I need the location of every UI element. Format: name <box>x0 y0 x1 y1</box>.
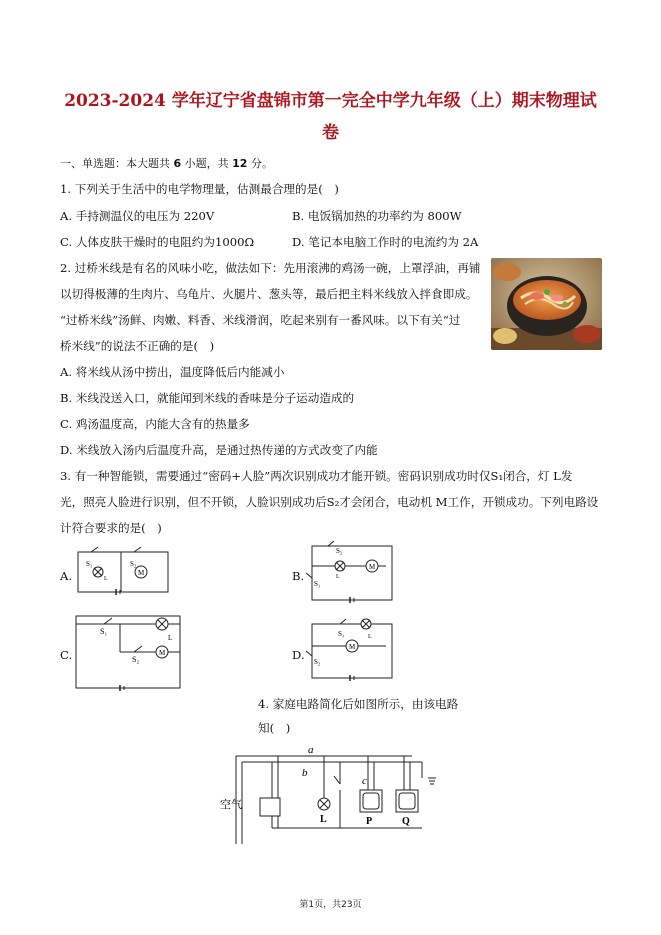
label-s2: S₂ <box>132 655 140 664</box>
label-s2: S₂ <box>130 560 137 568</box>
label-m: M <box>369 563 376 571</box>
question-2-option-a: A. 将米线从汤中捞出，温度降低后内能减小 <box>60 365 285 379</box>
label-s1: S₁ <box>100 627 108 636</box>
question-1-option-a: A. 手持测温仪的电压为 220V <box>60 209 215 223</box>
question-4-line-1: 4. 家庭电路简化后如图所示，由该电路 <box>258 697 459 711</box>
home-circuit-diagram <box>216 744 448 844</box>
label-m: M <box>159 649 166 657</box>
noodle-soup-photo <box>491 258 602 350</box>
breaker-label: 空气 <box>220 799 242 811</box>
exam-title-line-1: 2023-2024 学年辽宁省盘锦市第一完全中学九年级（上）期末物理试 <box>64 91 597 111</box>
circuit-diagram-d <box>306 618 398 682</box>
label-s1: S₁ <box>86 560 93 568</box>
question-3-option-c: C. <box>60 648 73 662</box>
label-m: M <box>138 569 145 577</box>
label-l: L <box>368 634 372 640</box>
socket-p-label: P <box>366 816 373 827</box>
socket-q-label: Q <box>402 816 410 827</box>
label-l: L <box>104 576 108 582</box>
question-4-line-2: 知( ) <box>258 721 291 735</box>
question-1-option-d: D. 笔记本电脑工作时的电流约为 2A <box>292 235 479 249</box>
label-s1: S₁ <box>338 630 345 638</box>
label-l: L <box>168 634 173 642</box>
question-3-option-a: A. <box>60 569 73 583</box>
label-s2: S₂ <box>336 547 343 555</box>
exam-title-line-2: 卷 <box>322 123 339 143</box>
page-footer: 第1页，共23页 <box>299 900 362 910</box>
question-2-line-4: 桥米线”的说法不正确的是( ) <box>60 339 215 353</box>
question-2-option-c: C. 鸡汤温度高，内能大含有的热量多 <box>60 417 250 431</box>
label-m: M <box>349 643 356 651</box>
label-s2: S₂ <box>314 658 321 666</box>
lamp-label: L <box>320 814 327 825</box>
node-b-label: b <box>302 767 308 779</box>
node-c-label: c <box>362 775 367 787</box>
node-a-label: a <box>308 744 314 756</box>
question-2-line-2: 以切得极薄的生肉片、乌龟片、火腿片、葱头等，最后把主料米线放入拌食即成。 <box>60 287 478 301</box>
question-3-option-b: B. <box>292 569 305 583</box>
circuit-diagram-a <box>76 544 172 600</box>
label-l: L <box>336 574 340 580</box>
question-3-line-1: 3. 有一种智能锁，需要通过“密码+人脸”两次识别成功才能开锁。密码识别成功时仅S₁闭合，灯 L发 <box>60 469 573 483</box>
question-2-line-1: 2. 过桥米线是有名的风味小吃，做法如下：先用滚沸的鸡汤一碗，上罩浮油，再铺 <box>60 261 481 275</box>
section-heading: 一、单选题：本大题共 6 小题，共 12 分。 <box>60 157 273 170</box>
question-3-line-3: 计符合要求的是( ) <box>60 521 162 535</box>
question-2-option-d: D. 米线放入汤内后温度升高，是通过热传递的方式改变了内能 <box>60 443 378 457</box>
label-s1: S₁ <box>314 580 321 588</box>
question-1-stem: 1. 下列关于生活中的电学物理量，估测最合理的是( ) <box>60 182 339 196</box>
question-1-option-b: B. 电饭锅加热的功率约为 800W <box>292 209 462 223</box>
question-2-option-b: B. 米线没送入口，就能闻到米线的香味是分子运动造成的 <box>60 391 355 405</box>
circuit-diagram-c <box>74 612 184 692</box>
question-2-line-3: “过桥米线”汤鲜、肉嫩、料香、米线滑润，吃起来别有一番风味。以下有关“过 <box>60 313 461 327</box>
question-1-option-c: C. 人体皮肤干燥时的电阻约为1000Ω <box>60 235 255 249</box>
question-3-option-d: D. <box>292 648 305 662</box>
circuit-diagram-b <box>306 540 398 604</box>
question-3-line-2: 光，照亮人脸进行识别，但不开锁，人脸识别成功后S₂才会闭合，电动机 M工作，开锁成功。下列电路设 <box>60 495 599 509</box>
